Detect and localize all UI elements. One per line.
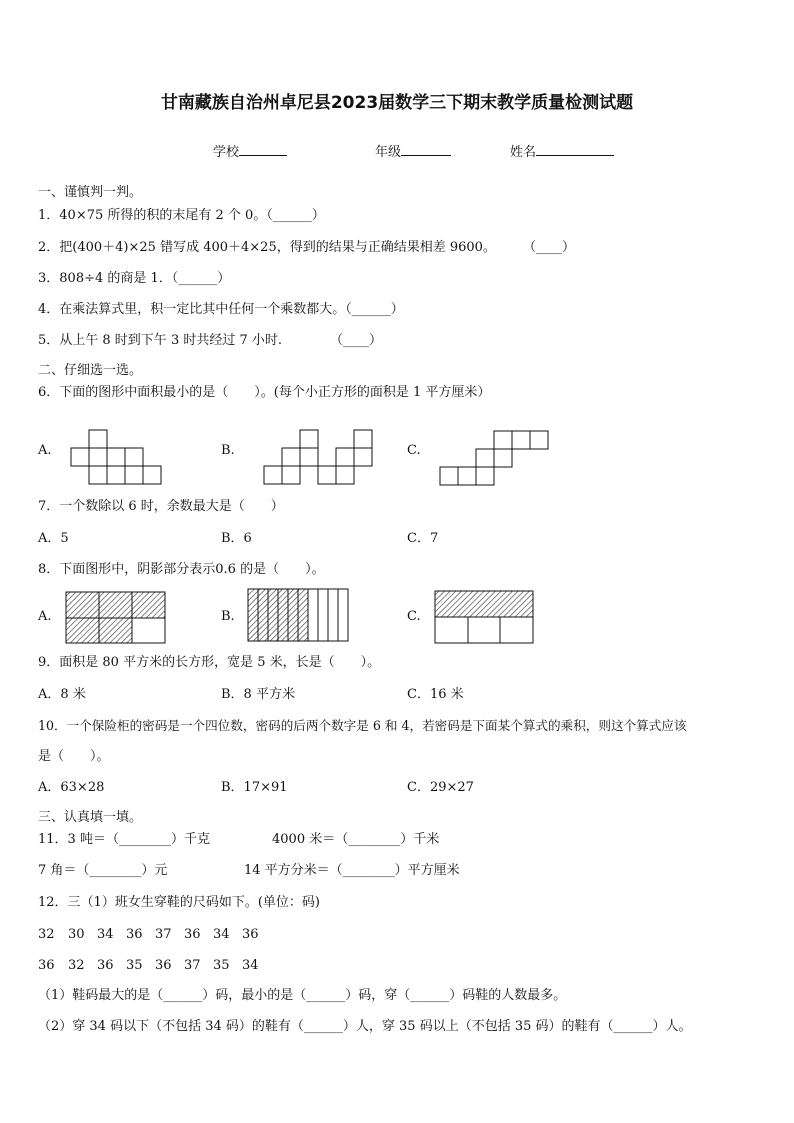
question-4: 4．在乘法算式里，积一定比其中任何一个乘数都大。（______） <box>38 302 404 317</box>
question-11-d: 14 平方分米＝（________）平方厘米 <box>244 863 460 878</box>
q7-option-b: B．6 <box>221 531 252 546</box>
shoe-size: 32 <box>68 958 85 973</box>
section-1-heading: 一、谨慎判一判。 <box>38 185 143 200</box>
q8-option-a-label: A. <box>38 609 52 624</box>
shoe-size: 37 <box>184 958 201 973</box>
shoe-size: 36 <box>126 927 143 942</box>
q10-option-c: C．29×27 <box>407 780 474 795</box>
name-label: 姓名 <box>510 145 537 160</box>
q8-option-c-label: C. <box>407 609 421 624</box>
question-9: 9．面积是 80 平方米的长方形，宽是 5 米，长是（ ）。 <box>38 655 381 670</box>
question-11-a: 11．3 吨＝（________）千克 <box>38 832 210 847</box>
q6-option-b-label: B. <box>221 443 235 458</box>
section-3-heading: 三、认真填一填。 <box>38 810 143 825</box>
q10-option-a: A．63×28 <box>38 780 105 795</box>
question-12-sub-2: （2）穿 34 码以下（不包括 34 码）的鞋有（______）人，穿 35 码以上（不包括 35 码）的鞋有（______）人。 <box>38 1019 692 1034</box>
grade-label: 年级 <box>375 145 402 160</box>
q12-sizes-row-2 <box>38 958 271 974</box>
question-1: 1．40×75 所得的积的末尾有 2 个 0。（______） <box>38 208 325 223</box>
shoe-size: 32 <box>38 927 55 942</box>
q6-option-a-label: A. <box>38 443 52 458</box>
question-12-sub-1: （1）鞋码最大的是（______）码，最小的是（______）码，穿（______）码鞋的人数最多。 <box>38 988 567 1003</box>
question-5-blank: （____） <box>330 333 383 348</box>
question-8: 8．下面图形中，阴影部分表示0.6 的是（ ）。 <box>38 562 325 577</box>
question-6: 6．下面的图形中面积最小的是（ ）。(每个小正方形的面积是 1 平方厘米） <box>38 385 491 400</box>
school-label: 学校 <box>213 145 240 160</box>
question-11-b: 4000 米＝（________）千米 <box>272 832 440 847</box>
shoe-size: 36 <box>242 927 259 942</box>
shoe-size: 34 <box>97 927 114 942</box>
shoe-size: 35 <box>213 958 230 973</box>
q7-option-c: C．7 <box>407 531 439 546</box>
question-2: 2．把(400＋4)×25 错写成 400＋4×25，得到的结果与正确结果相差 9600。 <box>38 240 496 255</box>
question-12: 12．三（1）班女生穿鞋的尺码如下。(单位：码) <box>38 895 320 910</box>
question-3: 3．808÷4 的商是 1．（______） <box>38 271 231 286</box>
question-5: 5．从上午 8 时到下午 3 时共经过 7 小时. <box>38 333 283 348</box>
question-11-c: 7 角＝（________）元 <box>38 863 168 878</box>
q8-option-b-label: B. <box>221 609 235 624</box>
question-10-line-1: 10．一个保险柜的密码是一个四位数，密码的后两个数字是 6 和 4，若密码是下面某个算式的乘积，则这个算式应该 <box>38 718 687 733</box>
q12-sizes-row-1 <box>38 927 271 943</box>
shoe-size: 34 <box>242 958 259 973</box>
shoe-size: 37 <box>155 927 172 942</box>
question-10-line-2: 是（ ）。 <box>38 749 110 764</box>
shoe-size: 36 <box>38 958 55 973</box>
question-2-blank: （____） <box>523 240 576 255</box>
question-7: 7．一个数除以 6 时，余数最大是（ ） <box>38 499 284 514</box>
page-title: 甘南藏族自治州卓尼县2023届数学三下期末教学质量检测试题 <box>160 93 634 113</box>
shoe-size: 36 <box>97 958 114 973</box>
q6-option-c-label: C. <box>407 443 421 458</box>
q10-option-b: B．17×91 <box>221 780 288 795</box>
shoe-size: 30 <box>68 927 85 942</box>
q7-option-a: A．5 <box>38 531 69 546</box>
q9-option-b: B．8 平方米 <box>221 687 295 702</box>
q9-option-a: A．8 米 <box>38 687 86 702</box>
shoe-size: 35 <box>126 958 143 973</box>
shoe-size: 36 <box>155 958 172 973</box>
shoe-size: 34 <box>213 927 230 942</box>
shoe-size: 36 <box>184 927 201 942</box>
section-2-heading: 二、仔细选一选。 <box>38 363 143 378</box>
q9-option-c: C．16 米 <box>407 687 464 702</box>
